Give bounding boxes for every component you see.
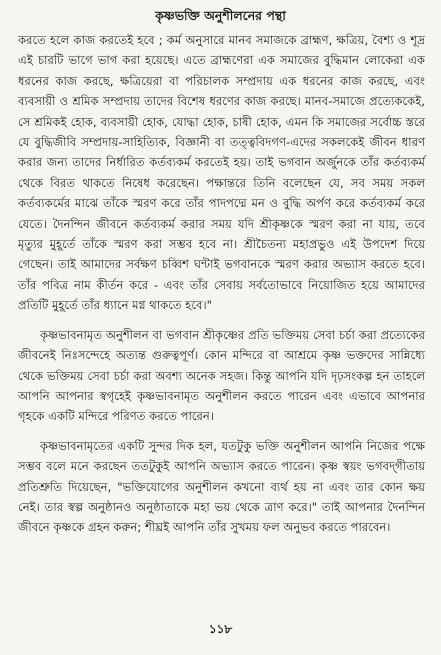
paragraph: করতে হলে কাজ করতেই হবে ; কর্ম অনুসারে মানব সমাজকে ব্রাহ্মণ, ক্ষত্রিয়, বৈশ্য ও শূদ্র এই চারটি ভাগে ভাগ করা হয়েছে। এতে ব্রাহ্মণেরা এক সমাজের বুদ্ধিমান লোকেরা এক ধরনের কাজ করছে, ক্ষত্রিয়েরা বা পরিচালক সম্প্রদায় এক ধরনের কাজ করছে, এবং ব্যবসায়ী ও শ্রমিক সম্প্রদায় তাদের বিশেষ ধরণের কাজ করছে। মানব-সমাজে প্রত্যেককেই, সে শ্রমিকই হোক, ব্যবসায়ী হোক, যোদ্ধা হোক, চাষী হোক, এমন কি সমাজের সর্বোচ্চ স্তরে যে বুদ্ধিজীবি সম্প্রদায়-সাহিত্যিক, বিজ্ঞানী বা তত্ত্ববিদগণ-এদের সকলকেই জীবন ধারণ করার জন্য তাদের নির্ধারিত কর্তব্যকর্ম করতেই হয়। তাই ভগবান অর্জুনকে তাঁর কর্তব্যকর্ম থেকে বিরত থাকতে নিষেধ করেছেন। পক্ষান্তরে তিনি বলেছেন যে, সব সময় সকল কর্তব্যকর্মের মাঝে তাঁকে স্মরণ করে তাঁর পাদপদ্মে মন ও বুদ্ধি অর্পণ করে কর্তব্যকর্ম করে যেতে। দৈনন্দিন জীবনে কর্তব্যকর্ম করার সময় যদি শ্রীকৃষ্ণকে স্মরণ করা না যায়, তবে মৃত্যুর মুহূর্তে তাঁকে স্মরণ করা সম্ভব হবে না। শ্রীচৈতন্য মহাপ্রভুও এই উপদেশ দিয়ে গেছেন। তাই আমাদের সর্বক্ষণ চব্বিশ ঘন্টাই ভগবানকে স্মরণ করার অভ্যাস করতে হবে। তাঁর পবিত্র নাম কীর্তন করে - এবং তাঁর সেবায় সর্বতোভাবে নিয়োজিত হয়ে আমাদের প্রতিটি মুহূর্তে তাঁর ধ্যানে মগ্ন থাকতে হবে।" — [18, 33, 425, 313]
running-header: কৃষ্ণভক্তি অনুশীলনের পন্থা — [155, 8, 286, 23]
paragraph: কৃষ্ণভাবনামৃত অনুশীলন বা ভগবান শ্রীকৃষ্ণের প্রতি ভক্তিময় সেবা চর্চা করা প্রত্যেকের জীবনেই নিঃসন্দেহে অত্যন্ত গুরুত্বপূর্ণ। কোন মন্দিরে বা আশ্রমে কৃষ্ণ ভক্তদের সান্নিধ্যে থেকে ভক্তিময় সেবা চর্চা করা অবশ্য অনেক সহজ। কিন্তু আপনি যদি দৃঢ়সংকল্প হন তাহলে আপনি আপনার স্বগৃহেই কৃষ্ণভাবনামৃত অনুশীলন করতে পারেন এবং এভাবে আপনার গৃহকে একটি মন্দিরে পরিণত করতে পারেন। — [18, 327, 425, 424]
paragraph-gap — [18, 316, 425, 325]
page-number: ১১৮ — [208, 622, 233, 636]
paragraph-gap — [18, 427, 425, 436]
paragraph: কৃষ্ণভাবনামৃতের একটি সুন্দর দিক হল, যতটুকু ভক্তি অনুশীলন আপনি নিজের পক্ষে সম্ভব বলে মনে করছেন ততটুকুই আপনি অভ্যাস করতে পারেন। কৃষ্ণ স্বয়ং ভগবদ্‌গীতায় প্রতিশ্রুতি দিয়েছেন, "ভক্তিযোগের অনুশীলন কখনো ব্যর্থ হয় না এবং তার কোন ক্ষয় নেই। তার স্বল্প অনুষ্ঠানও অনুষ্ঠাতাকে মহা ভয় থেকে ত্রাণ করে।" তাই আপনার দৈনন্দিন জীবনে কৃষ্ণকে গ্রহন করুন; শীঘ্রই আপনি তাঁর সুখময় ফল অনুভব করতে পারবেন। — [18, 438, 425, 535]
body-text — [18, 30, 425, 538]
